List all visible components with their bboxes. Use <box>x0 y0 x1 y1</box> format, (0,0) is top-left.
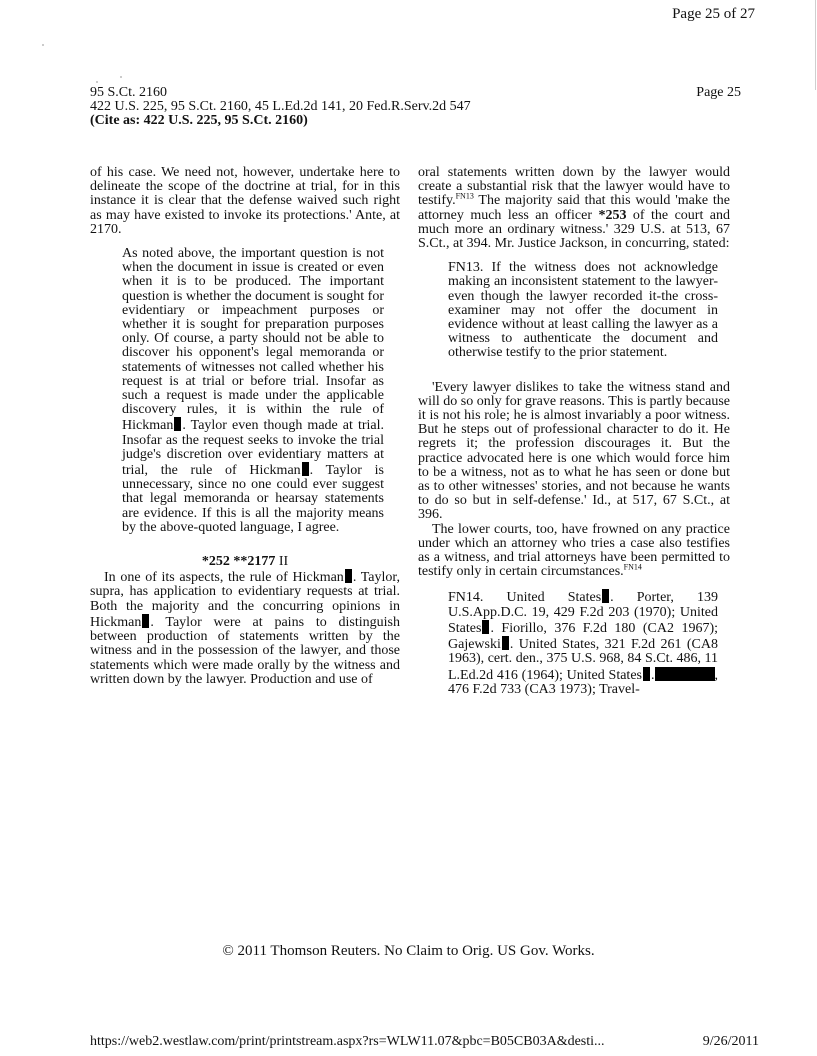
redaction <box>302 462 309 476</box>
redaction <box>643 667 650 681</box>
scan-speck <box>96 81 98 83</box>
redaction <box>482 620 489 634</box>
section-number: II <box>275 554 289 570</box>
paragraph <box>90 569 400 687</box>
quote-text: . Taylor is unnecessary, since no one could ever suggest that legal memoranda or hearsay statements are evidence. If this is all the majority means by the above-quoted language, I agree. <box>122 463 384 535</box>
citation-line-2: 422 U.S. 225, 95 S.Ct. 2160, 45 L.Ed.2d 141, 20 Fed.R.Serv.2d 547 <box>90 99 471 114</box>
redaction <box>602 589 609 603</box>
footnote-text: FN14. United States <box>448 590 602 606</box>
paragraph <box>418 523 730 580</box>
paragraph-text: . Taylor were at pains to distinguish between production of statements written by the witness and in the possession of the lawyer, and those statements which were made orally by the witness and written down by the lawyer. Production and use of <box>90 614 400 687</box>
footnote-ref[interactable]: FN14 <box>623 562 642 572</box>
scan-speck <box>120 76 122 78</box>
section-heading <box>90 555 400 569</box>
paragraph-text: In one of its aspects, the rule of Hickman <box>104 570 344 586</box>
page-of-label: Page 25 of 27 <box>672 6 755 22</box>
redaction <box>142 614 149 628</box>
copyright-notice: © 2011 Thomson Reuters. No Claim to Orig. US Gov. Works. <box>222 943 595 959</box>
footnote-text: . United States, 321 F.2d 261 (CA8 1963), cert. den., 375 U.S. 968, 84 S.Ct. 486, 11 L.Ed.2d 416 (1964); United States <box>448 637 718 683</box>
star-page-ref: *252 **2177 <box>201 554 276 570</box>
citation-block <box>90 86 471 128</box>
footnote-text: . Porter, 139 U.S.App.D.C. 19, 429 F.2d 203 (1970); United States <box>448 590 718 636</box>
page-number: Page 25 <box>696 85 741 100</box>
paragraph-text: of the court and much more an ordinary witness.' 329 U.S. at 513, 67 S.Ct., at 394. Mr. Justice Jackson, in concurring, stated: <box>418 207 730 252</box>
star-page-ref: *253 <box>598 207 627 223</box>
footnote-text: , 476 F.2d 733 (CA3 1973); Travel- <box>448 667 718 697</box>
redaction <box>174 417 181 431</box>
footnote-14 <box>448 589 718 696</box>
cite-as-line: (Cite as: 422 U.S. 225, 95 S.Ct. 2160) <box>90 113 308 128</box>
paragraph-text: The lower courts, too, have frowned on any practice under which an attorney who tries a case also testifies as a witness, and trial attorneys have been permitted to testify only in certain circumstances. <box>418 521 730 580</box>
paragraph-text: The majority said that this would 'make the attorney much less an officer <box>418 193 730 223</box>
paragraph-text: oral statements written down by the lawyer would create a substantial risk that the lawyer would have to testify. <box>418 165 730 209</box>
paragraph <box>418 166 730 251</box>
redaction <box>345 569 352 583</box>
quote-text: As noted above, the important question is not when the document in issue is created or even when it is to be produced. The important question is whether the document is sought for evidentiary or impeachment purposes or whether it is sought for preparation purposes only. Of course, a party should not be able to discover his opponent's legal memoranda or statements of witnesses not called whether his request is at trial or before trial. Insofar as such a request is made under the applicable discovery rules, it is within the rule of Hickman <box>122 246 384 434</box>
citation-line-1: 95 S.Ct. 2160 <box>90 85 168 100</box>
footnote-text: . Fiorillo, 376 F.2d 180 (CA2 1967); Gajewski <box>448 620 718 653</box>
scan-speck <box>42 44 44 46</box>
paragraph: of his case. We need not, however, undertake here to delineate the scope of the doctrine at trial, for in this instance it is clear that the defense waived such right as may have existed to invoke its protections.' Ante, at 2170. <box>90 165 400 237</box>
left-column <box>90 166 400 687</box>
scan-edge-line <box>815 0 816 90</box>
footnote-ref[interactable]: FN13 <box>455 191 474 201</box>
footnote-13: FN13. If the witness does not acknowledge making an inconsistent statement to the lawyer-even though the lawyer recorded it-the cross-examiner may not offer the document in evidence without at least calling the lawyer as a witness to authenticate the document and otherwise testify to the prior statement. <box>448 260 718 361</box>
redaction <box>655 667 715 681</box>
footer-url[interactable]: https://web2.westlaw.com/print/printstream.aspx?rs=WLW11.07&pbc=B05CB03A&desti... <box>90 1034 605 1049</box>
footnote-text: . <box>651 667 655 683</box>
paragraph-text: . Taylor, supra, has application to evidentiary requests at trial. Both the majority and the concurring opinions in Hickman <box>90 570 400 630</box>
quoted-passage <box>122 247 384 535</box>
footer-date: 9/26/2011 <box>702 1034 759 1049</box>
redaction <box>502 636 509 650</box>
paragraph: 'Every lawyer dislikes to take the witness stand and will do so only for grave reasons. This is partly because it is not his role; he is almost invariably a poor witness. But he steps out of professional character to do it. He regrets it; the profession discourages it. But the practice advocated here is one which would force him to be a witness, not as to what he has seen or done but as to other witnesses' stories, and not because he wants to do so but in self-defense.' Id., at 517, 67 S.Ct., at 396. <box>418 379 730 523</box>
right-column <box>418 166 730 697</box>
quote-text: . Taylor even though made at trial. Insofar as the request seeks to invoke the trial judge's discretion over evidentiary matters at trial, the rule of Hickman <box>122 418 384 479</box>
